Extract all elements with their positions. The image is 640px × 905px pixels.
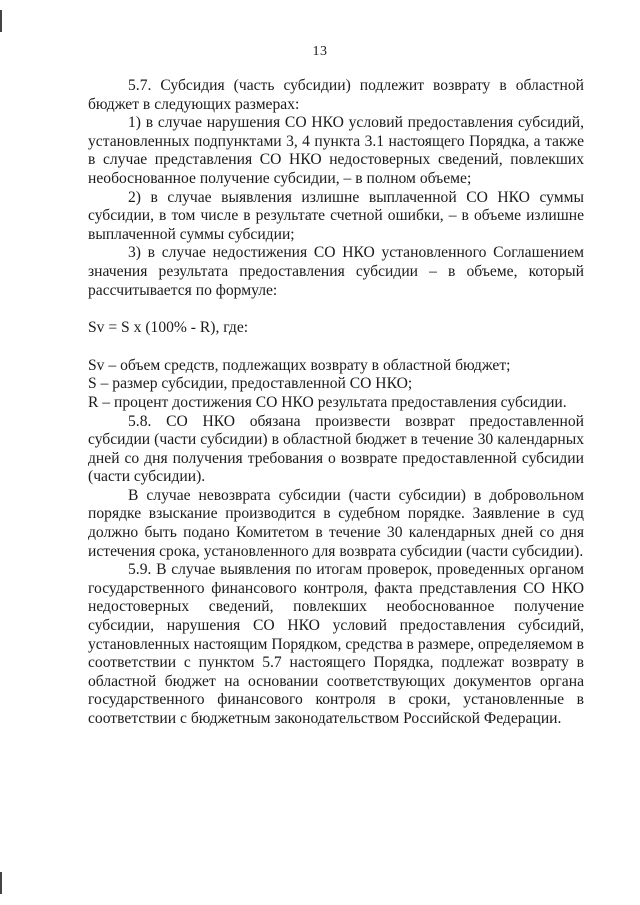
paragraph-5-8: 5.8. СО НКО обязана произвести возврат предоставленной субсидии (части субсидии) в областной бюджет в течение 30 календарных дней со дня получения требования о возврате предоставленной субсидии (части субсидии). [88, 412, 584, 486]
scan-edge-mark [0, 10, 2, 32]
paragraph-5-7-item-3: 3) в случае недостижения СО НКО установленного Соглашением значения результата предоставления субсидии – в объеме, который рассчитывается по формуле: [88, 244, 584, 299]
definition-r: R – процент достижения СО НКО результата предоставления субсидии. [88, 393, 567, 411]
paragraph-5-7-item-2: 2) в случае выявления излишне выплаченной СО НКО суммы субсидии, в том числе в результате счетной ошибки, – в объеме излишне выплаченной суммы субсидии; [88, 188, 584, 243]
paragraph-5-7: 5.7. Субсидия (часть субсидии) подлежит возврату в областной бюджет в следующих размерах: [88, 77, 584, 113]
paragraph-5-7-item-1: 1) в случае нарушения СО НКО условий предоставления субсидий, установленных подпунктами 3, 4 пункта 3.1 настоящего Порядка, а также в случае представления СО НКО недостоверных сведений, повлекших необоснованное получение субсидии, – в полном объеме; [88, 114, 584, 187]
definition-s: S – размер субсидии, предоставленной СО НКО; [88, 375, 413, 393]
document-body [88, 77, 584, 729]
scan-edge-mark [0, 872, 2, 894]
formula: Sv = S x (100% - R), где: [88, 319, 249, 337]
paragraph-5-8-continuation: В случае невозврата субсидии (части субсидии) в добровольном порядке взыскание производится в судебном порядке. Заявление в суд должно быть подано Комитетом в течение 30 календарных дней со дня истечения срока, установленного для возврата субсидии (части субсидии). [88, 486, 584, 560]
paragraph-5-9: 5.9. В случае выявления по итогам проверок, проведенных органом государственного финансового контроля, факта представления СО НКО недостоверных сведений, повлекших необоснованное получение субсидии, нарушения СО НКО условий предоставления субсидий, установленных настоящим Порядком, средства в размере, определяемом в соответствии с пунктом 5.7 настоящего Порядка, подлежат возврату в областной бюджет на основании соответствующих документов органа государственного финансового контроля в сроки, установленные в соответствии с бюджетным законодательством Российской Федерации. [88, 561, 584, 727]
definition-sv: Sv – объем средств, подлежащих возврату в областной бюджет; [88, 356, 511, 374]
page-number: 13 [312, 44, 328, 59]
